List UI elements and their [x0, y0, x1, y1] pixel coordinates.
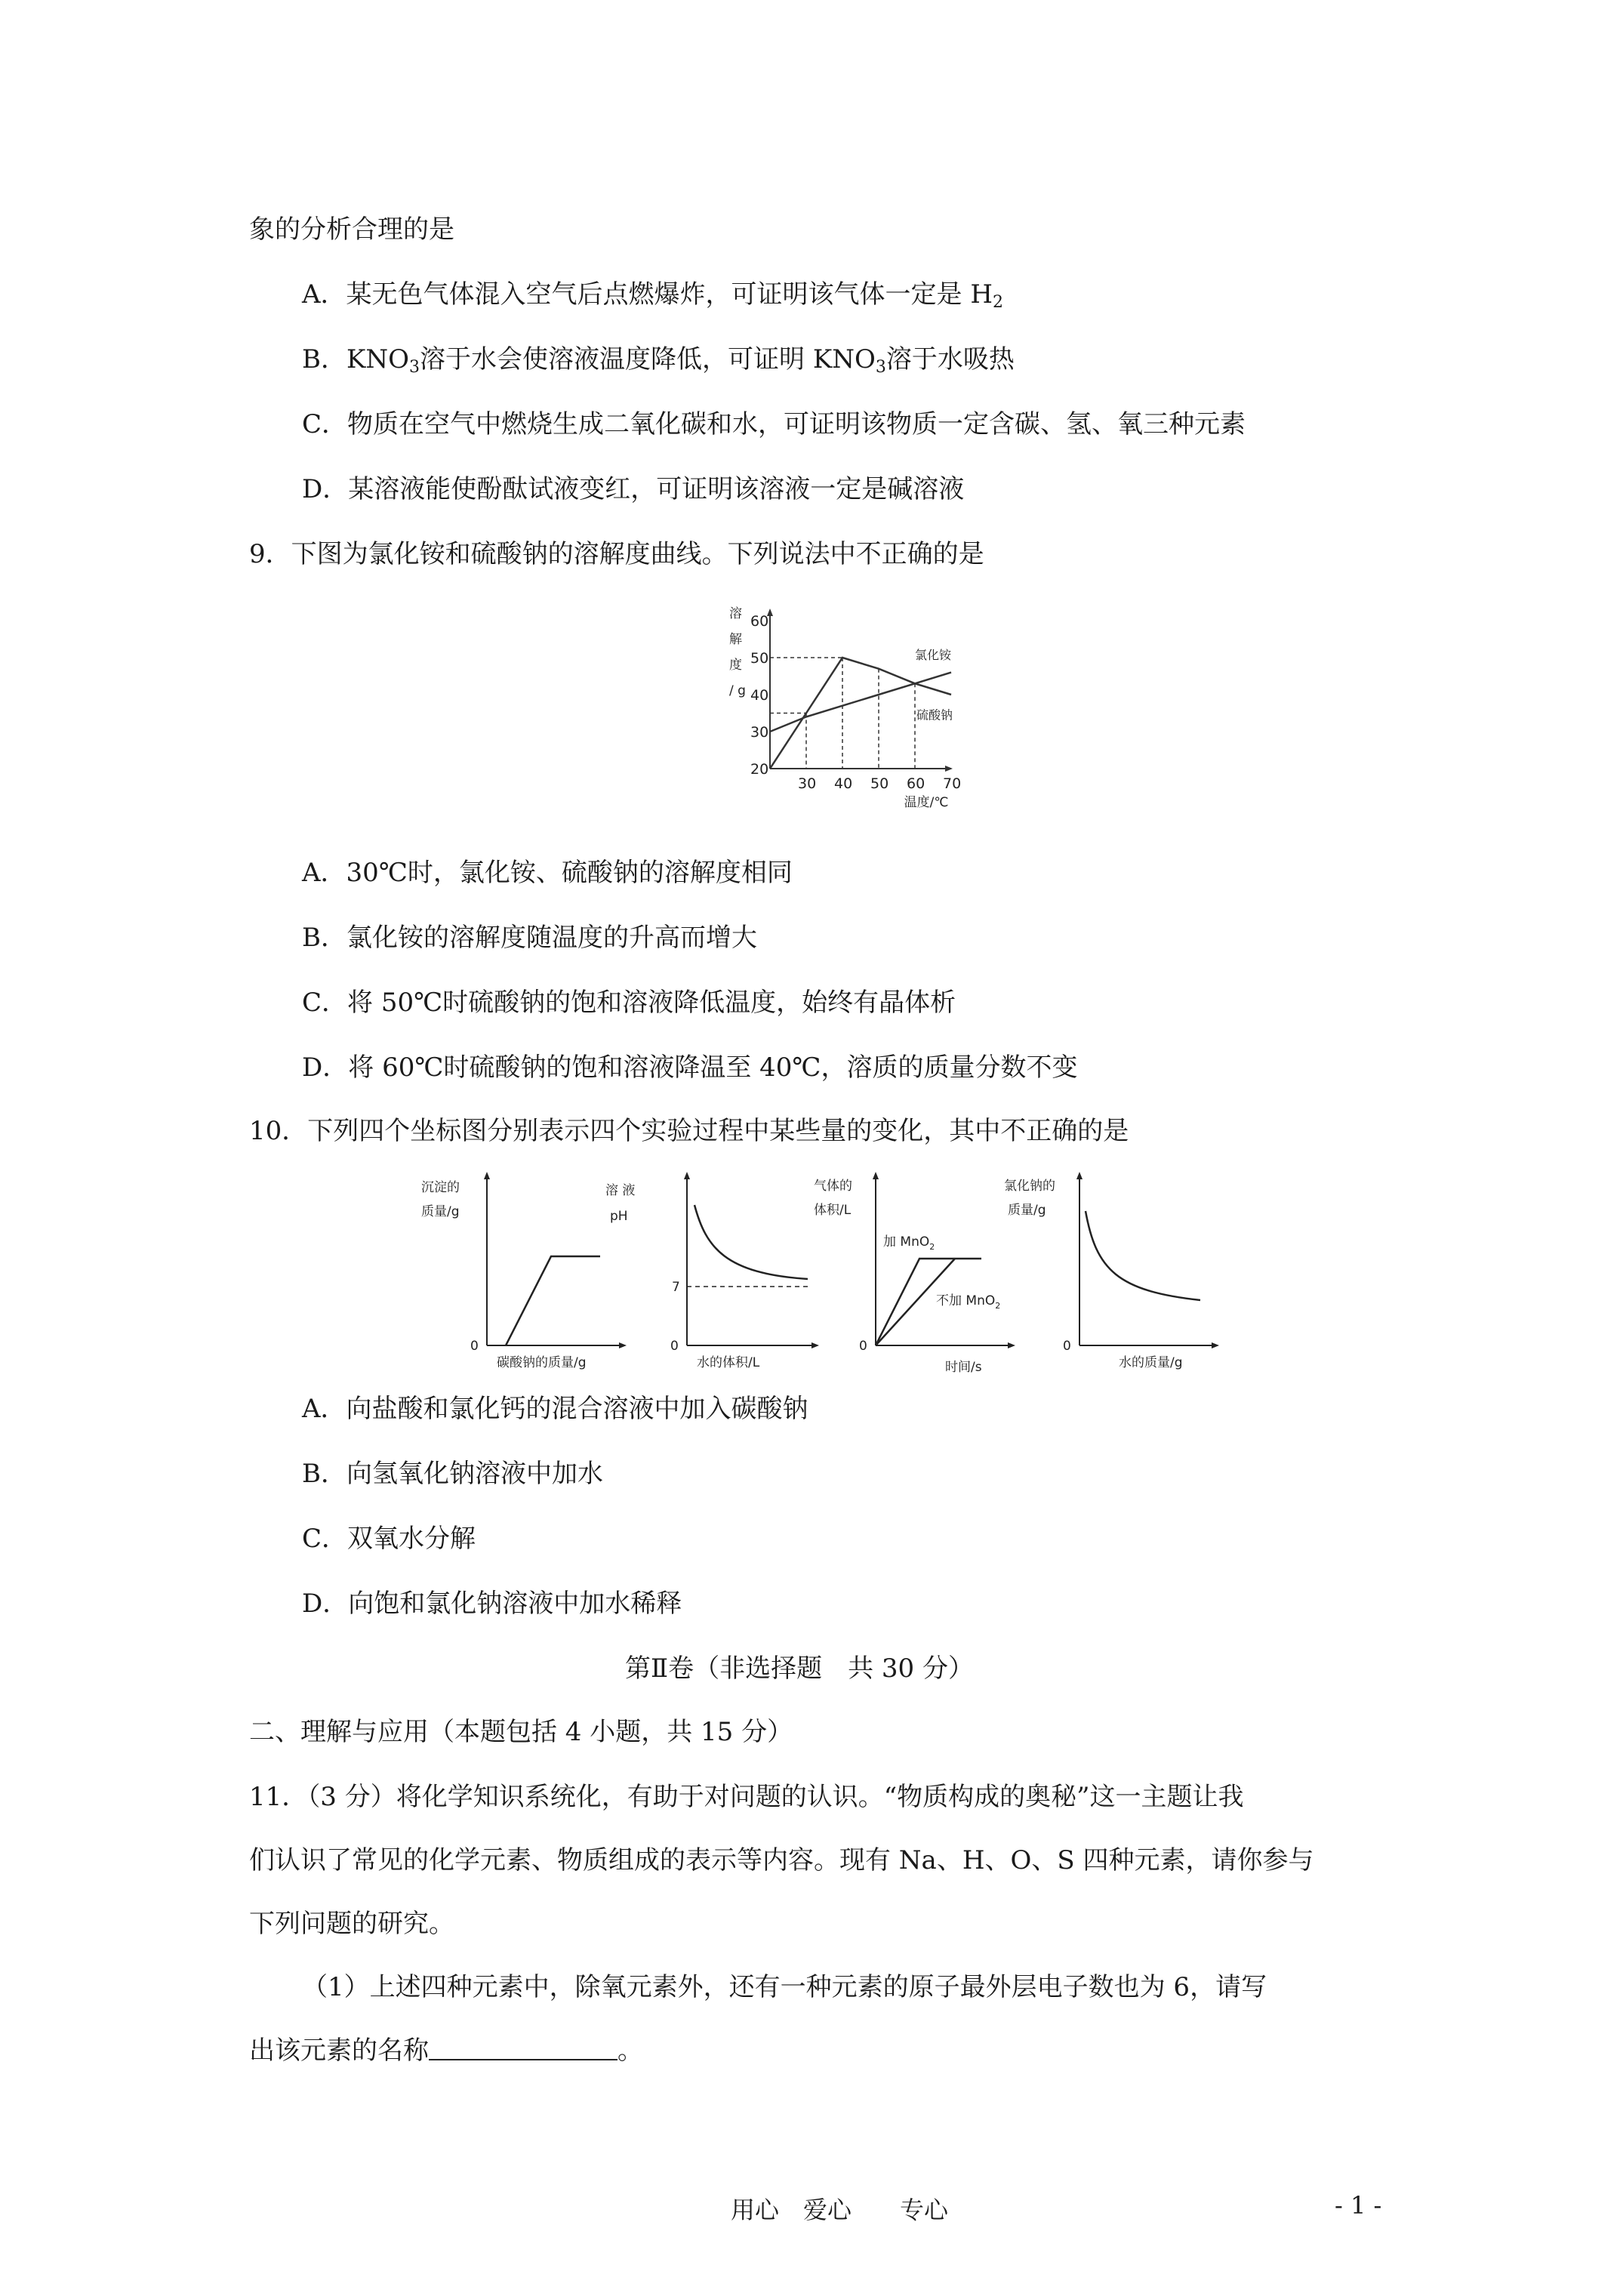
g1-ylabel2: 质量/g — [421, 1204, 460, 1219]
sol-xtick: 40 — [834, 775, 853, 792]
sol-xlabel: 温度/℃ — [904, 795, 949, 810]
q11-line-1: 11．（3 分）将化学知识系统化，有助于对问题的认识。“物质构成的奥秘”这一主题让我 — [249, 1782, 1244, 1812]
sol-ylabel-char: 解 — [729, 632, 742, 647]
sol-ytick: 20 — [750, 761, 769, 778]
g4-curve — [1086, 1211, 1200, 1300]
section-heading: 二、理解与应用（本题包括 4 小题，共 15 分） — [249, 1717, 793, 1747]
g1-y-arrow — [484, 1172, 490, 1179]
q8-option-d: D．某溶液能使酚酞试液变红，可证明该溶液一定是碱溶液 — [302, 474, 965, 504]
g3-x-arrow — [1008, 1342, 1015, 1348]
sol-ylabel-char: 溶 — [729, 606, 742, 621]
q9-option-b: B．氯化铵的溶解度随温度的升高而增大 — [302, 923, 757, 953]
graph-1 — [421, 1172, 627, 1370]
q9-option-c: C．将 50℃时硫酸钠的饱和溶液降低温度，始终有晶体析 — [302, 988, 956, 1018]
q8-option-c: C．物质在空气中燃烧生成二氧化碳和水，可证明该物质一定含碳、氢、氧三种元素 — [302, 409, 1246, 439]
g2-y-arrow — [684, 1172, 690, 1179]
g2-curve — [694, 1205, 808, 1279]
g1-x-arrow — [619, 1342, 627, 1348]
g1-ylabel1: 沉淀的 — [421, 1180, 460, 1195]
q10-graphs-svg — [408, 1172, 1230, 1383]
g3-label-b: 不加 MnO$_2$ — [936, 1293, 1001, 1311]
sol-xtick: 50 — [870, 775, 889, 792]
sol-ytick: 30 — [750, 724, 769, 741]
g3-xlabel: 时间/s — [945, 1360, 982, 1375]
q11-line-2: 们认识了常见的化学元素、物质组成的表示等内容。现有 Na、H、O、S 四种元素，请你参与 — [249, 1845, 1314, 1875]
sol-series-line-0 — [770, 673, 951, 732]
sol-x-arrow — [945, 766, 953, 772]
footer-text: 用心 爱心 专心 — [731, 2196, 949, 2224]
q10-stem: 10．下列四个坐标图分别表示四个实验过程中某些量的变化，其中不正确的是 — [249, 1116, 1129, 1146]
q11-part1-line-1: （1）上述四种元素中，除氧元素外，还有一种元素的原子最外层电子数也为 6，请写 — [302, 1972, 1267, 2002]
q11-part1-line-2: 出该元素的名称 。 — [249, 2036, 643, 2066]
answer-blank[interactable] — [429, 2036, 617, 2060]
g4-origin: 0 — [1063, 1339, 1071, 1354]
sol-ytick: 40 — [750, 687, 769, 704]
g3-ylabel2: 体积/L — [814, 1203, 852, 1218]
g2-ylabel1: 溶 液 — [605, 1183, 636, 1198]
q8-option-a: A．某无色气体混入空气后点燃爆炸，可证明该气体一定是 $H_2$ — [302, 279, 1004, 312]
g4-ylabel1: 氯化钠的 — [1004, 1179, 1055, 1194]
g4-y-arrow — [1076, 1172, 1083, 1179]
sol-ylabel-char: 度 — [729, 658, 742, 673]
g3-ylabel1: 气体的 — [814, 1179, 852, 1194]
g3-y-arrow — [873, 1172, 879, 1179]
q8-option-b: B．$KNO_3$溶于水会使溶液温度降低，可证明 $KNO_3$溶于水吸热 — [302, 344, 1015, 377]
page-number: - 1 - — [1335, 2191, 1382, 2220]
g4-x-arrow — [1212, 1342, 1219, 1348]
sol-xtick: 30 — [798, 775, 817, 792]
sol-legend-nh4cl: 氯化铵 — [915, 648, 952, 662]
q9-stem: 9．下图为氯化铵和硫酸钠的溶解度曲线。下列说法中不正确的是 — [249, 539, 984, 569]
q10-option-d: D．向饱和氯化钠溶液中加水稀释 — [302, 1589, 682, 1619]
g2-origin: 0 — [670, 1339, 679, 1354]
graph-2 — [605, 1172, 819, 1370]
sol-ytick: 50 — [750, 650, 769, 667]
g1-curve — [506, 1256, 600, 1345]
g2-ylabel2: pH — [610, 1209, 628, 1224]
q11-line-3: 下列问题的研究。 — [249, 1909, 454, 1939]
q9-option-d: D．将 60℃时硫酸钠的饱和溶液降温至 40℃，溶质的质量分数不变 — [302, 1052, 1078, 1083]
q10-option-a: A．向盐酸和氯化钙的混合溶液中加入碳酸钠 — [302, 1394, 808, 1424]
sol-xtick: 70 — [943, 775, 962, 792]
g4-ylabel2: 质量/g — [1008, 1203, 1046, 1218]
solubility-chart — [725, 596, 981, 826]
graph-3 — [814, 1172, 1015, 1375]
part2-title: 第Ⅱ卷（非选择题 共 30 分） — [625, 1653, 974, 1684]
q10-option-c: C．双氧水分解 — [302, 1524, 476, 1554]
q9-option-a: A．30℃时，氯化铵、硫酸钠的溶解度相同 — [302, 858, 793, 888]
intro-text: 象的分析合理的是 — [249, 214, 454, 245]
g1-origin: 0 — [470, 1339, 479, 1354]
sol-legend-na2so4: 硫酸钠 — [916, 707, 953, 723]
g2-mark-7: 7 — [672, 1280, 680, 1295]
g1-xlabel: 碳酸钠的质量/g — [497, 1355, 587, 1370]
g2-xlabel: 水的体积/L — [697, 1355, 760, 1370]
q10-option-b: B．向氢氧化钠溶液中加水 — [302, 1459, 603, 1489]
sol-ylabel-char: / g — [729, 683, 746, 698]
g3-origin: 0 — [859, 1339, 867, 1354]
graph-4 — [1004, 1172, 1219, 1370]
g2-x-arrow — [812, 1342, 819, 1348]
g4-xlabel: 水的质量/g — [1119, 1355, 1183, 1370]
solubility-chart-svg — [725, 596, 981, 823]
q10-graphs — [408, 1172, 1230, 1386]
sol-xtick: 60 — [907, 775, 925, 792]
g3-label-a: 加 MnO$_2$ — [883, 1234, 935, 1252]
sol-ytick: 60 — [750, 613, 769, 630]
